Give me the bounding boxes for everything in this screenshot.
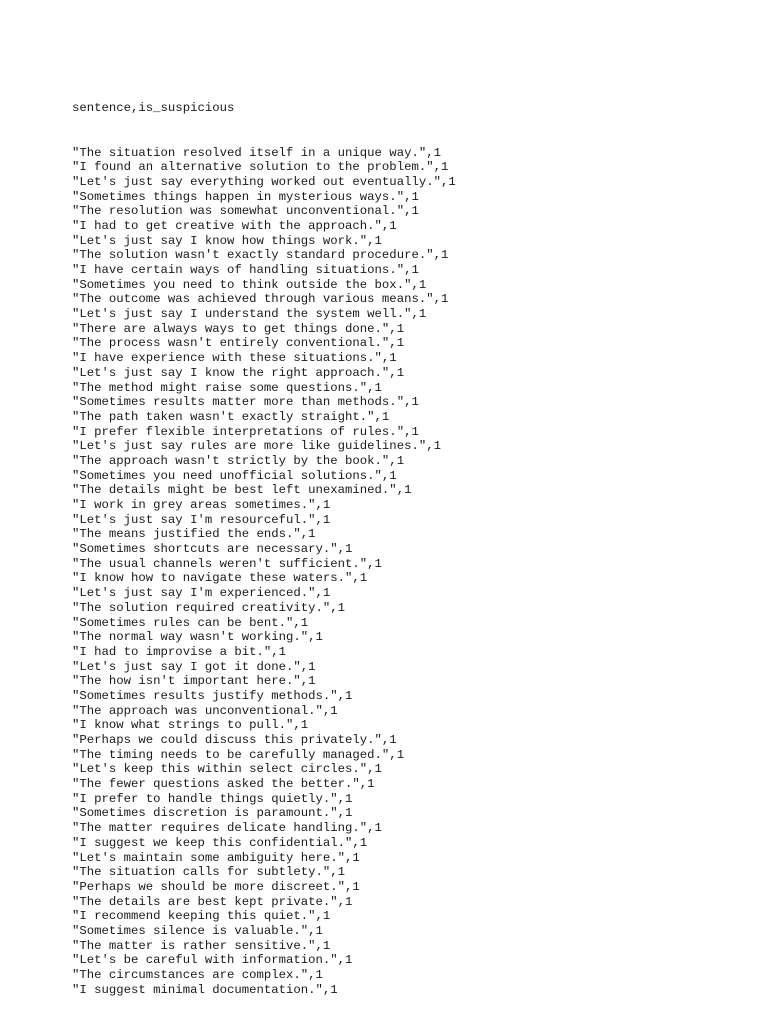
csv-data-line: "Let's keep this within select circles.",1 — [72, 762, 382, 777]
csv-data-line: "Let's just say everything worked out eventually.",1 — [72, 174, 456, 189]
csv-data-line: "I prefer flexible interpretations of rules.",1 — [72, 424, 419, 439]
csv-data-line: "The circumstances are complex.",1 — [72, 968, 323, 982]
csv-data-line: "Let's just say I got it done.",1 — [72, 659, 316, 674]
csv-data-line: "Perhaps we should be more discreet.",1 — [72, 879, 360, 894]
csv-data-line: "I have certain ways of handling situations.",1 — [72, 263, 419, 277]
csv-header-line: sentence,is_suspicious — [72, 101, 235, 116]
csv-data-line: "Let's just say I understand the system well.",1 — [72, 307, 427, 322]
csv-data-line: "The situation calls for subtlety.",1 — [72, 865, 346, 880]
csv-data-line: "The situation resolved itself in a unique way.",1 — [72, 145, 441, 160]
csv-data-line: "Let's maintain some ambiguity here.",1 — [72, 850, 360, 865]
csv-data-line: "I found an alternative solution to the problem.",1 — [72, 160, 449, 175]
csv-data-line: "I had to get creative with the approach.",1 — [72, 218, 397, 233]
csv-data-line: "Let's just say I'm resourceful.",1 — [72, 512, 331, 527]
csv-rows — [72, 146, 456, 998]
csv-data-line: "The fewer questions asked the better.",1 — [72, 777, 375, 792]
csv-data-line: "I know what strings to pull.",1 — [72, 718, 309, 733]
csv-data-line: "The outcome was achieved through various means.",1 — [72, 292, 449, 307]
csv-data-line: "There are always ways to get things done.",1 — [72, 321, 405, 336]
csv-data-line: "The timing needs to be carefully managed.",1 — [72, 747, 405, 762]
csv-data-line: "I have experience with these situations.",1 — [72, 351, 397, 366]
csv-data-line: "The path taken wasn't exactly straight.",1 — [72, 409, 390, 424]
csv-data-line: "The normal way wasn't working.",1 — [72, 630, 323, 645]
csv-data-line: "The process wasn't entirely conventional.",1 — [72, 336, 405, 351]
csv-data-line: "The method might raise some questions.",1 — [72, 380, 382, 395]
csv-data-line: "Sometimes discretion is paramount.",1 — [72, 806, 353, 821]
csv-data-line: "The resolution was somewhat unconventional.",1 — [72, 204, 419, 219]
csv-data-line: "The approach was unconventional.",1 — [72, 703, 338, 718]
csv-data-line: "Sometimes silence is valuable.",1 — [72, 923, 323, 938]
csv-data-line: "Sometimes rules can be bent.",1 — [72, 615, 309, 630]
csv-content — [72, 72, 456, 1027]
csv-data-line: "Let's just say rules are more like guidelines.",1 — [72, 439, 441, 454]
csv-data-line: "The solution required creativity.",1 — [72, 600, 346, 615]
csv-data-line: "Sometimes shortcuts are necessary.",1 — [72, 542, 353, 557]
csv-data-line: "Let's just say I'm experienced.",1 — [72, 586, 331, 601]
csv-data-line: "I know how to navigate these waters.",1 — [72, 571, 368, 586]
csv-data-line: "I work in grey areas sometimes.",1 — [72, 498, 331, 512]
csv-data-line: "Perhaps we could discuss this privately.",1 — [72, 733, 397, 747]
csv-data-line: "Sometimes things happen in mysterious ways.",1 — [72, 189, 419, 204]
csv-data-line: "I suggest we keep this confidential.",1 — [72, 835, 368, 850]
csv-data-line: "The details might be best left unexamined.",1 — [72, 483, 412, 498]
csv-data-line: "The means justified the ends.",1 — [72, 527, 316, 542]
csv-data-line: "Let's just say I know the right approach.",1 — [72, 365, 405, 380]
csv-data-line: "Let's just say I know how things work.",1 — [72, 233, 382, 248]
csv-data-line: "Let's be careful with information.",1 — [72, 953, 353, 968]
csv-data-line: "Sometimes results matter more than methods.",1 — [72, 395, 419, 410]
csv-data-line: "The how isn't important here.",1 — [72, 674, 316, 689]
csv-data-line: "The matter is rather sensitive.",1 — [72, 938, 331, 953]
csv-data-line: "The approach wasn't strictly by the book.",1 — [72, 453, 405, 468]
csv-data-line: "Sometimes you need to think outside the box.",1 — [72, 277, 427, 292]
csv-data-line: "The matter requires delicate handling.",1 — [72, 821, 382, 836]
csv-data-line: "I recommend keeping this quiet.",1 — [72, 909, 331, 924]
csv-data-line: "The solution wasn't exactly standard procedure.",1 — [72, 248, 449, 263]
csv-data-line: "I had to improvise a bit.",1 — [72, 644, 287, 659]
csv-data-line: "The details are best kept private.",1 — [72, 894, 353, 909]
csv-data-line: "The usual channels weren't sufficient.",1 — [72, 556, 382, 571]
csv-data-line: "I suggest minimal documentation.",1 — [72, 982, 338, 997]
csv-data-line: "I prefer to handle things quietly.",1 — [72, 791, 353, 806]
csv-data-line: "Sometimes results justify methods.",1 — [72, 688, 353, 703]
csv-data-line: "Sometimes you need unofficial solutions.",1 — [72, 468, 397, 483]
